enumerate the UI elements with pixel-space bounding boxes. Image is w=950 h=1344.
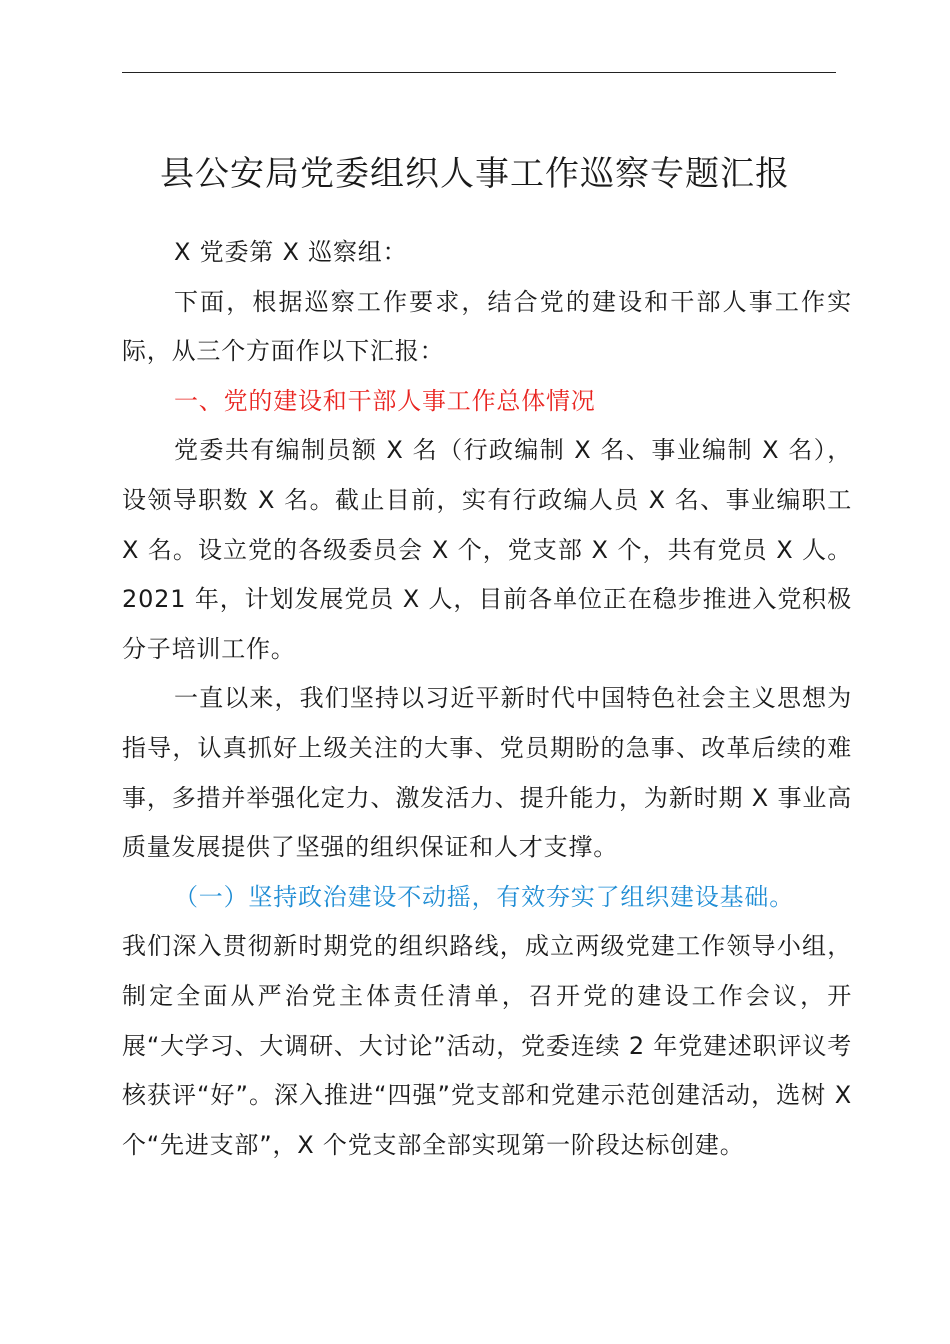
document-title: 县公安局党委组织人事工作巡察专题汇报 <box>160 154 790 194</box>
subsection1-body: 我们深入贯彻新时期党的组织路线，成立两级党建工作领导小组，制定全面从严治党主体责任清单，召开党的建设工作会议，开展“大学习、大调研、大讨论”活动，党委连续 2 年党建述职评议考核获评“好”。深入推进“四强”党支部和党建示范创建活动，选树 X 个“先进支部”，X 个党支部全部实现第一阶段达标创建。 <box>122 932 852 1159</box>
intro-paragraph: 下面，根据巡察工作要求，结合党的建设和干部人事工作实际，从三个方面作以下汇报： <box>122 287 852 366</box>
document-body <box>122 228 852 1170</box>
section1-paragraph-2: 一直以来，我们坚持以习近平新时代中国特色社会主义思想为指导，认真抓好上级关注的大事、党员期盼的急事、改革后续的难事，多措并举强化定力、激发活力、提升能力，为新时期 X 事业高质量发展提供了坚强的组织保证和人才支撑。 <box>122 684 852 862</box>
salutation: X 党委第 X 巡察组： <box>174 238 408 266</box>
subsection-heading-1: （一）坚持政治建设不动摇，有效夯实了组织建设基础。 <box>174 882 794 911</box>
section-heading-1: 一、党的建设和干部人事工作总体情况 <box>174 386 596 415</box>
section1-paragraph-1: 党委共有编制员额 X 名（行政编制 X 名、事业编制 X 名），设领导职数 X 名。截止目前，实有行政编人员 X 名、事业编职工 X 名。设立党的各级委员会 X 个，党支部 X 个，共有党员 X 人。2021 年，计划发展党员 X 人，目前各单位正在稳步推进入党积极分子培训工作。 <box>122 436 852 663</box>
header-rule <box>122 72 836 73</box>
